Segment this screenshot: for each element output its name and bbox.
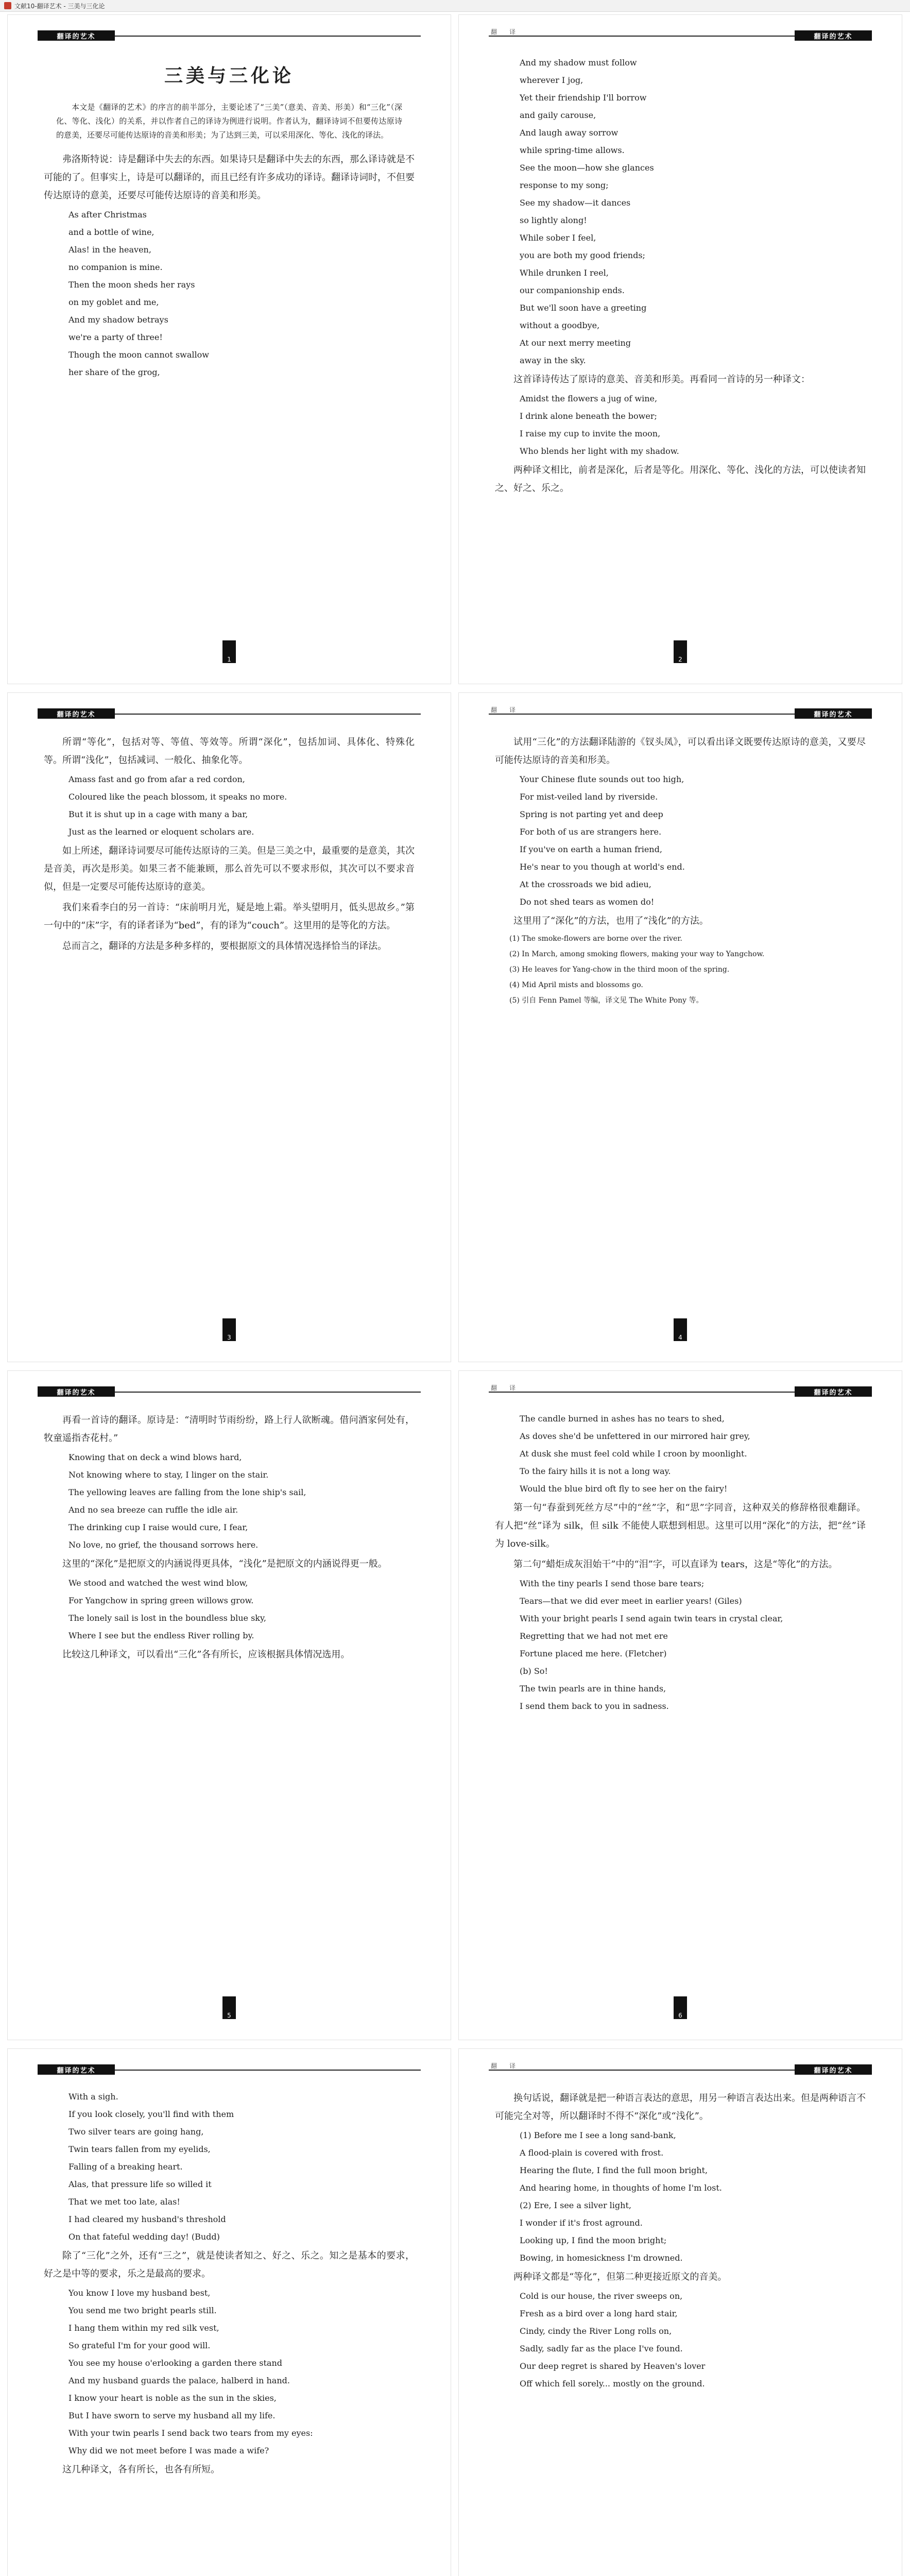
pdf-icon — [4, 2, 11, 9]
paragraph: 换句话说，翻译就是把一种语言表达的意思，用另一种语言表达出来。但是两种语言不可能完全对等，所以翻译时不得不“深化”或“浅化”。 — [495, 2093, 866, 2122]
paragraph: 两种译文相比，前者是深化，后者是等化。用深化、等化、浅化的方法，可以使读者知之、好之、乐之。 — [495, 465, 866, 494]
article-title: 三美与三化论 — [164, 65, 294, 87]
page-body — [44, 733, 415, 1284]
document-page — [7, 2048, 451, 2576]
verse-line: At dusk she must feel cold while I croon by moonlight. — [520, 1449, 747, 1459]
verse-line: Bowing, in homesickness I'm drowned. — [520, 2253, 683, 2263]
verse-line: Falling of a breaking heart. — [68, 2162, 183, 2172]
verse-line: And my shadow betrays — [68, 315, 168, 325]
verse-line: No love, no grief, the thousand sorrows here. — [68, 1540, 259, 1550]
running-head-label: 翻 译 — [491, 706, 519, 714]
paragraph: 弗洛斯特说：诗是翻译中失去的东西。如果诗只是翻译中失去的东西，那么译诗就是不可能的了。但事实上，诗是可以翻译的，而且已经有许多成功的译诗。翻译诗词时，不但要传达原诗的意美，还要尽可能传达原诗的音美和形美。 — [44, 154, 415, 201]
running-head — [489, 30, 872, 41]
verse-line: And laugh away sorrow — [520, 128, 619, 138]
running-head-title: 翻译的艺术 — [38, 708, 115, 719]
verse-line: you are both my good friends; — [520, 250, 645, 260]
verse-line: You see my house o'erlooking a garden there stand — [68, 2358, 282, 2368]
verse-line: her share of the grog, — [68, 367, 160, 377]
verse-line: we're a party of three! — [68, 332, 163, 342]
running-head-title: 翻译的艺术 — [38, 2064, 115, 2075]
verse-line: As doves she'd be unfettered in our mirrored hair grey, — [520, 1431, 750, 1441]
footnote: (1) The smoke-flowers are borne over the river. — [509, 935, 682, 943]
verse-line: our companionship ends. — [520, 285, 625, 295]
verse-line: (b) So! — [520, 1666, 548, 1676]
verse-line: Fresh as a bird over a long hard stair, — [520, 2309, 678, 2318]
verse-line: For Yangchow in spring green willows grow. — [68, 1596, 254, 1605]
footnote: (2) In March, among smoking flowers, making your way to Yangchow. — [509, 950, 765, 958]
verse-line: With your bright pearls I send again twin tears in crystal clear, — [520, 1614, 783, 1623]
page-body — [44, 2089, 415, 2576]
paragraph: 所谓“等化”，包括对等、等值、等效等。所谓“深化”，包括加词、具体化、特殊化等。所谓“浅化”，包括减词、一般化、抽象化等。 — [44, 737, 415, 766]
window-title: 文献10-翻译艺术 - 三美与三化论 — [14, 2, 105, 10]
verse-line: For both of us are strangers here. — [520, 827, 662, 837]
verse-line: For mist-veiled land by riverside. — [520, 792, 658, 802]
abstract: 本文是《翻译的艺术》的序言的前半部分，主要论述了“三美”（意美、音美、形美）和“三化”（深化、等化、浅化）的关系，并以作者自己的译诗为例进行说明。作者认为，翻译诗词不但要传达原诗的意美，还要尽可能传达原诗的音美和形美；为了达到三美，可以采用深化、等化、浅化的译法。 — [56, 103, 402, 140]
page-body — [495, 2089, 866, 2576]
running-head-title: 翻译的艺术 — [38, 1386, 115, 1397]
paragraph: 总而言之，翻译的方法是多种多样的，要根据原文的具体情况选择恰当的译法。 — [62, 941, 387, 952]
document-page — [458, 14, 902, 684]
running-head-title: 翻译的艺术 — [795, 2064, 872, 2075]
verse-line: Sadly, sadly far as the place I've found. — [520, 2344, 683, 2353]
verse-line: Regretting that we had not met ere — [520, 1631, 668, 1641]
verse-line: response to my song; — [520, 180, 609, 190]
verse-line: Though the moon cannot swallow — [68, 350, 209, 360]
verse-line: With the tiny pearls I send those bare tears; — [520, 1579, 705, 1588]
verse-line: Do not shed tears as women do! — [520, 897, 655, 907]
verse-line: The drinking cup I raise would cure, I fear, — [68, 1522, 248, 1532]
verse-line: And hearing home, in thoughts of home I'm lost. — [520, 2183, 722, 2193]
document-page — [458, 692, 902, 1362]
running-head — [38, 2064, 421, 2075]
running-head — [38, 30, 421, 41]
verse-line: Two silver tears are going hang, — [68, 2127, 204, 2137]
verse-line: Fortune placed me here. (Fletcher) — [520, 1649, 667, 1658]
page-number: 4 — [674, 1318, 687, 1341]
verse-line: And my shadow must follow — [520, 58, 637, 67]
verse-line: The yellowing leaves are falling from the lone ship's sail, — [68, 1487, 306, 1497]
verse-line: As after Christmas — [68, 210, 147, 219]
document-page — [7, 1370, 451, 2040]
verse-line: Off which fell sorely... mostly on the ground. — [520, 2379, 705, 2388]
verse-line: and a bottle of wine, — [68, 227, 154, 237]
paragraph: 再看一首诗的翻译。原诗是：“清明时节雨纷纷，路上行人欲断魂。借问酒家何处有，牧童遥指杏花村。” — [44, 1415, 415, 1444]
verse-line: But I have sworn to serve my husband all my life. — [68, 2411, 276, 2420]
page-body — [495, 733, 866, 1284]
paragraph: 如上所述，翻译诗词要尽可能传达原诗的三美。但是三美之中，最重要的是意美，其次是音美，再次是形美。如果三者不能兼顾，那么首先可以不要求形似，其次可以不要求音似，但是一定要尽可能传达原诗的意美。 — [44, 845, 415, 892]
verse-line: Alas, that pressure life so willed it — [68, 2179, 212, 2189]
footnote: (4) Mid April mists and blossoms go. — [509, 981, 643, 989]
verse-line: The candle burned in ashes has no tears to shed, — [520, 1414, 725, 1423]
verse-line: Coloured like the peach blossom, it speaks no more. — [68, 792, 287, 802]
verse-line: With a sigh. — [68, 2092, 118, 2102]
verse-line: Tears—that we did ever meet in earlier years! (Giles) — [520, 1596, 742, 1606]
running-head-title: 翻译的艺术 — [795, 708, 872, 719]
paragraph: 第二句“蜡炬成灰泪始干”中的“泪”字，可以直译为 tears，这是“等化”的方法。 — [513, 1559, 838, 1570]
paragraph: 除了“三化”之外，还有“三之”，就是使读者知之、好之、乐之。知之是基本的要求，好之是中等的要求，乐之是最高的要求。 — [44, 2250, 415, 2279]
verse-line: See the moon—how she glances — [520, 163, 654, 173]
paragraph: 这几种译文，各有所长，也各有所短。 — [62, 2464, 220, 2475]
verse-line: He's near to you though at world's end. — [520, 862, 685, 872]
paragraph: 这首译诗传达了原诗的意美、音美和形美。再看同一首诗的另一种译文： — [513, 374, 810, 385]
verse-line: Would the blue bird oft fly to see her on the fairy! — [520, 1484, 728, 1494]
paragraph: 两种译文都是“等化”，但第二种更接近原文的音美。 — [513, 2272, 727, 2282]
verse-line: (1) Before me I see a long sand-bank, — [520, 2130, 676, 2140]
verse-line: I wonder if it's frost aground. — [520, 2218, 643, 2228]
verse-line: The twin pearls are in thine hands, — [520, 1684, 666, 1693]
verse-line: Then the moon sheds her rays — [68, 280, 195, 290]
page-number: 5 — [222, 1996, 236, 2019]
verse-line: You send me two bright pearls still. — [68, 2306, 217, 2315]
page-grid — [0, 11, 910, 2576]
page-number: 1 — [222, 640, 236, 663]
verse-line: I send them back to you in sadness. — [520, 1701, 669, 1711]
verse-line: So grateful I'm for your good will. — [68, 2341, 211, 2350]
verse-line: But it is shut up in a cage with many a bar, — [68, 809, 248, 819]
verse-line: If you've on earth a human friend, — [520, 844, 662, 854]
verse-line: without a goodbye, — [520, 320, 600, 330]
running-head — [38, 1386, 421, 1397]
footnote: (5) 引自 Fenn Pamel 等编，译文见 The White Pony 等。 — [509, 996, 703, 1005]
page-number: 6 — [674, 1996, 687, 2019]
verse-line: I know your heart is noble as the sun in the skies, — [68, 2393, 277, 2403]
verse-line: You know I love my husband best, — [68, 2288, 211, 2298]
verse-line: wherever I jog, — [520, 75, 583, 85]
verse-line: I raise my cup to invite the moon, — [520, 429, 661, 438]
verse-line: Spring is not parting yet and deep — [520, 809, 663, 819]
page-body — [495, 55, 866, 606]
running-head — [38, 708, 421, 719]
verse-line: Who blends her light with my shadow. — [520, 446, 679, 456]
verse-line: no companion is mine. — [68, 262, 163, 272]
page-body — [495, 1411, 866, 1962]
verse-line: At our next merry meeting — [520, 338, 631, 348]
verse-line: Cold is our house, the river sweeps on, — [520, 2291, 683, 2301]
running-head-title: 翻译的艺术 — [795, 1386, 872, 1397]
verse-line: Looking up, I find the moon bright; — [520, 2235, 667, 2245]
verse-line: While sober I feel, — [520, 233, 596, 243]
running-head — [489, 2064, 872, 2075]
verse-line: On that fateful wedding day! (Budd) — [68, 2232, 220, 2242]
verse-line: I had cleared my husband's threshold — [68, 2214, 226, 2224]
running-head — [489, 1386, 872, 1397]
verse-line: That we met too late, alas! — [68, 2197, 180, 2207]
verse-line: Our deep regret is shared by Heaven's lover — [520, 2361, 706, 2371]
verse-line: Amass fast and go from afar a red cordon, — [68, 774, 245, 784]
verse-line: Where I see but the endless River rolling by. — [68, 1631, 254, 1640]
verse-line: Amidst the flowers a jug of wine, — [520, 394, 658, 403]
verse-line: With your twin pearls I send back two tears from my eyes: — [68, 2428, 313, 2438]
footnote: (3) He leaves for Yang-chow in the third moon of the spring. — [509, 965, 730, 974]
verse-line: Why did we not meet before I was made a wife? — [68, 2446, 269, 2455]
paragraph: 第一句“春蚕到死丝方尽”中的“丝”字，和“思”字同音，这种双关的修辞格很难翻译。有人把“丝”译为 silk，但 silk 不能使人联想到相思。这里可以用“深化”的方法，把“丝”译为 love-silk。 — [495, 1502, 866, 1549]
running-head-title: 翻译的艺术 — [38, 30, 115, 41]
verse-line: Cindy, cindy the River Long rolls on, — [520, 2326, 672, 2336]
verse-line: Yet their friendship I'll borrow — [520, 93, 647, 103]
verse-line: At the crossroads we bid adieu, — [520, 879, 651, 889]
verse-line: But we'll soon have a greeting — [520, 303, 647, 313]
verse-line: Your Chinese flute sounds out too high, — [520, 774, 684, 784]
verse-line: See my shadow—it dances — [520, 198, 631, 208]
running-head — [489, 708, 872, 719]
verse-line: Hearing the flute, I find the full moon bright, — [520, 2165, 708, 2175]
verse-line: so lightly along! — [520, 215, 587, 225]
page-number: 3 — [222, 1318, 236, 1341]
page-number: 2 — [674, 640, 687, 663]
page-body — [44, 1411, 415, 1962]
paragraph: 我们来看李白的另一首诗：“床前明月光，疑是地上霜。举头望明月，低头思故乡。”第一句中的“床”字，有的译者译为“bed”，有的译为“couch”。这里用的是等化的方法。 — [44, 902, 415, 931]
verse-line: And no sea breeze can ruffle the idle air. — [68, 1505, 238, 1515]
verse-line: To the fairy hills it is not a long way. — [520, 1466, 671, 1476]
document-page — [458, 1370, 902, 2040]
paragraph: 试用“三化”的方法翻译陆游的《钗头凤》，可以看出译文既要传达原诗的意美，又要尽可能传达原诗的音美和形美。 — [495, 737, 866, 766]
verse-line: away in the sky. — [520, 355, 586, 365]
running-head-label: 翻 译 — [491, 2062, 519, 2070]
running-head-title: 翻译的艺术 — [795, 30, 872, 41]
verse-line: Twin tears fallen from my eyelids, — [68, 2144, 211, 2154]
verse-line: If you look closely, you'll find with them — [68, 2109, 234, 2119]
verse-line: A flood-plain is covered with frost. — [520, 2148, 664, 2158]
window-title-bar — [0, 0, 910, 12]
verse-line: I drink alone beneath the bower; — [520, 411, 657, 421]
paragraph: 比较这几种译文，可以看出“三化”各有所长，应该根据具体情况选用。 — [62, 1649, 350, 1660]
verse-line: Alas! in the heaven, — [68, 245, 151, 255]
page-body — [44, 55, 415, 606]
document-page — [7, 692, 451, 1362]
document-page — [458, 2048, 902, 2576]
verse-line: while spring-time allows. — [520, 145, 625, 155]
verse-line: I hang them within my red silk vest, — [68, 2323, 219, 2333]
paragraph: 这里的“深化”是把原文的内涵说得更具体，“浅化”是把原文的内涵说得更一般。 — [62, 1558, 387, 1569]
verse-line: on my goblet and me, — [68, 297, 159, 307]
verse-line: The lonely sail is lost in the boundless blue sky, — [68, 1613, 266, 1623]
verse-line: And my husband guards the palace, halberd in hand. — [68, 2376, 290, 2385]
verse-line: Not knowing where to stay, I linger on the stair. — [68, 1470, 269, 1480]
running-head-label: 翻 译 — [491, 1384, 519, 1392]
verse-line: and gaily carouse, — [520, 110, 596, 120]
verse-line: (2) Ere, I see a silver light, — [520, 2200, 631, 2210]
verse-line: While drunken I reel, — [520, 268, 609, 278]
paragraph: 这里用了“深化”的方法，也用了“浅化”的方法。 — [513, 916, 709, 926]
verse-line: Knowing that on deck a wind blows hard, — [68, 1452, 242, 1462]
verse-line: Just as the learned or eloquent scholars are. — [68, 827, 254, 837]
running-head-label: 翻 译 — [491, 28, 519, 36]
document-page — [7, 14, 451, 684]
verse-line: We stood and watched the west wind blow, — [68, 1578, 248, 1588]
